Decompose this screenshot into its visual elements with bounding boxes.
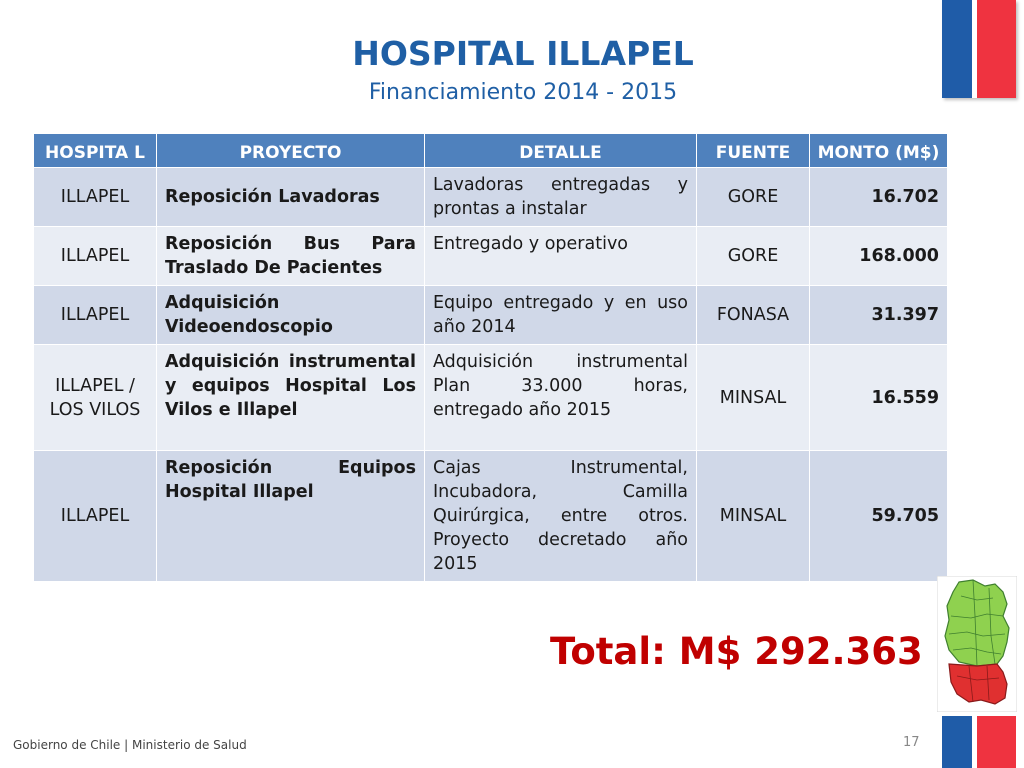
cell-fuente: MINSAL xyxy=(697,345,810,451)
cell-detalle: Cajas Instrumental, Incubadora, Camilla Quirúrgica, entre otros. Proyecto decretado año 2015 xyxy=(425,451,697,582)
table-row xyxy=(34,168,948,227)
cell-proyecto: Adquisición Videoendoscopio xyxy=(157,286,425,345)
footer-text: Gobierno de Chile | Ministerio de Salud xyxy=(13,738,247,752)
cell-monto: 16.559 xyxy=(810,345,948,451)
page-number: 17 xyxy=(903,735,920,750)
table-header-row xyxy=(34,134,948,168)
header-detalle: DETALLE xyxy=(425,134,697,168)
cell-hospital: ILLAPEL xyxy=(34,168,157,227)
page-title: HOSPITAL ILLAPEL xyxy=(352,34,694,73)
region-map-icon xyxy=(937,576,1017,712)
cell-monto: 168.000 xyxy=(810,227,948,286)
cell-detalle: Entregado y operativo xyxy=(425,227,697,286)
cell-fuente: GORE xyxy=(697,168,810,227)
cell-monto: 16.702 xyxy=(810,168,948,227)
table-row xyxy=(34,345,948,451)
table-row xyxy=(34,227,948,286)
page-subtitle: Financiamiento 2014 - 2015 xyxy=(368,80,678,105)
total-amount: Total: M$ 292.363 xyxy=(550,630,923,673)
cell-hospital: ILLAPEL / LOS VILOS xyxy=(34,345,157,451)
header-fuente: FUENTE xyxy=(697,134,810,168)
cell-proyecto: Reposición Lavadoras xyxy=(157,168,425,227)
cell-hospital: ILLAPEL xyxy=(34,227,157,286)
cell-detalle: Adquisición instrumental Plan 33.000 horas, entregado año 2015 xyxy=(425,345,697,451)
financing-table xyxy=(33,133,948,582)
table-row xyxy=(34,286,948,345)
cell-fuente: MINSAL xyxy=(697,451,810,582)
cell-detalle: Equipo entregado y en uso año 2014 xyxy=(425,286,697,345)
cell-monto: 31.397 xyxy=(810,286,948,345)
cell-hospital: ILLAPEL xyxy=(34,286,157,345)
cell-proyecto: Reposición Bus Para Traslado De Pacientes xyxy=(157,227,425,286)
cell-hospital: ILLAPEL xyxy=(34,451,157,582)
header-monto: MONTO (M$) xyxy=(810,134,948,168)
cell-detalle: Lavadoras entregadas y prontas a instalar xyxy=(425,168,697,227)
cell-proyecto: Adquisición instrumental y equipos Hospital Los Vilos e Illapel xyxy=(157,345,425,451)
cell-proyecto: Reposición Equipos Hospital Illapel xyxy=(157,451,425,582)
cell-fuente: FONASA xyxy=(697,286,810,345)
cell-fuente: GORE xyxy=(697,227,810,286)
cell-monto: 59.705 xyxy=(810,451,948,582)
chile-flag-strip-bottom xyxy=(942,716,1016,768)
table-row xyxy=(34,451,948,582)
header-hospital: HOSPITA L xyxy=(34,134,157,168)
header-proyecto: PROYECTO xyxy=(157,134,425,168)
